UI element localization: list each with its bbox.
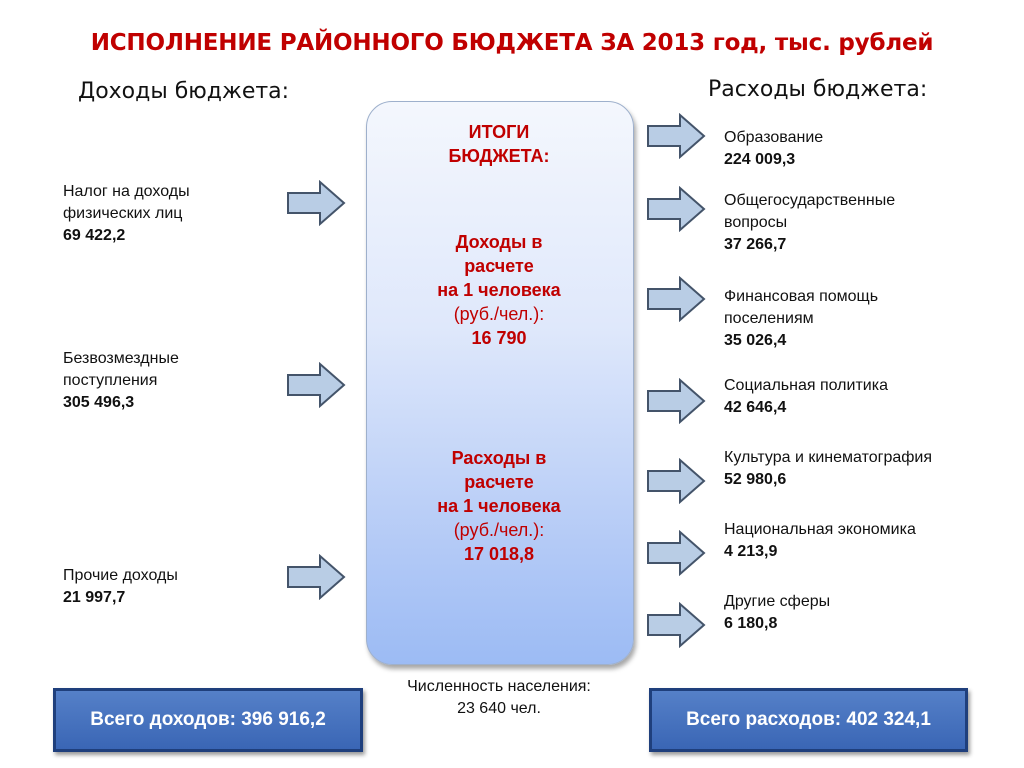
expense-per-capita <box>366 446 632 566</box>
expense-arrow-icon <box>646 276 706 322</box>
expense-per-capita-line1: Расходы в <box>451 448 547 468</box>
expenses-heading: Расходы бюджета: <box>708 77 928 102</box>
expense-item-label: Другие сферы <box>724 593 831 610</box>
expense-item-value: 42 646,4 <box>724 399 787 416</box>
population-label: Численность населения: <box>407 678 591 695</box>
summary-heading-line1: ИТОГИ <box>468 122 530 142</box>
expense-item-value: 52 980,6 <box>724 471 787 488</box>
population-value: 23 640 чел. <box>457 700 541 717</box>
income-per-capita-line3: на 1 человека <box>437 280 561 300</box>
expense-arrow-icon <box>646 458 706 504</box>
expense-item-general <box>724 190 895 256</box>
income-arrow-icon <box>286 554 346 600</box>
expense-item-value: 224 009,3 <box>724 151 796 168</box>
income-per-capita <box>366 230 632 350</box>
expense-item-label: Культура и кинематография <box>724 449 933 466</box>
budget-summary-box <box>366 101 634 665</box>
total-expenses-box: Всего расходов: 402 324,1 <box>649 688 968 752</box>
summary-heading <box>366 120 632 168</box>
income-item-grants <box>63 348 179 414</box>
income-item-ndfl <box>63 181 190 247</box>
expense-item-label: Общегосударственные вопросы <box>724 192 896 231</box>
expense-arrow-icon <box>646 186 706 232</box>
expense-item-culture <box>724 447 932 491</box>
total-income-box: Всего доходов: 396 916,2 <box>53 688 363 752</box>
expense-item-label: Национальная экономика <box>724 521 916 538</box>
expense-item-label: Социальная политика <box>724 377 888 394</box>
summary-heading-line2: БЮДЖЕТА: <box>448 146 550 166</box>
expense-item-label: Финансовая помощь поселениям <box>724 288 879 327</box>
income-per-capita-line1: Доходы в <box>455 232 543 252</box>
income-item-value: 305 496,3 <box>63 394 135 411</box>
expense-item-other <box>724 591 830 635</box>
expense-item-value: 6 180,8 <box>724 615 778 632</box>
income-item-label: Налог на доходы физических лиц <box>63 183 190 222</box>
income-per-capita-line2: расчете <box>464 256 534 276</box>
income-arrow-icon <box>286 180 346 226</box>
income-item-label: Безвозмездные поступления <box>63 350 179 389</box>
expense-arrow-icon <box>646 602 706 648</box>
page-title: ИСПОЛНЕНИЕ РАЙОННОГО БЮДЖЕТА ЗА 2013 год, тыс. рублей <box>90 30 934 56</box>
expense-per-capita-line3: на 1 человека <box>437 496 561 516</box>
expense-per-capita-unit: (руб./чел.): <box>453 520 545 540</box>
expense-item-education <box>724 127 823 171</box>
expense-item-value: 35 026,4 <box>724 332 787 349</box>
income-item-other <box>63 565 178 609</box>
expense-item-value: 37 266,7 <box>724 236 787 253</box>
expense-item-economy <box>724 519 916 563</box>
income-item-value: 69 422,2 <box>63 227 126 244</box>
income-item-value: 21 997,7 <box>63 589 126 606</box>
income-per-capita-value: 16 790 <box>471 328 527 348</box>
expense-per-capita-value: 17 018,8 <box>463 544 535 564</box>
expense-item-label: Образование <box>724 129 824 146</box>
expense-item-settlements <box>724 286 878 352</box>
expense-item-social <box>724 375 888 419</box>
income-per-capita-unit: (руб./чел.): <box>453 304 545 324</box>
expense-arrow-icon <box>646 378 706 424</box>
expense-arrow-icon <box>646 113 706 159</box>
income-arrow-icon <box>286 362 346 408</box>
expense-arrow-icon <box>646 530 706 576</box>
population-info <box>366 676 632 720</box>
expense-item-value: 4 213,9 <box>724 543 778 560</box>
expense-per-capita-line2: расчете <box>464 472 534 492</box>
income-item-label: Прочие доходы <box>63 567 178 584</box>
income-heading: Доходы бюджета: <box>78 79 290 104</box>
